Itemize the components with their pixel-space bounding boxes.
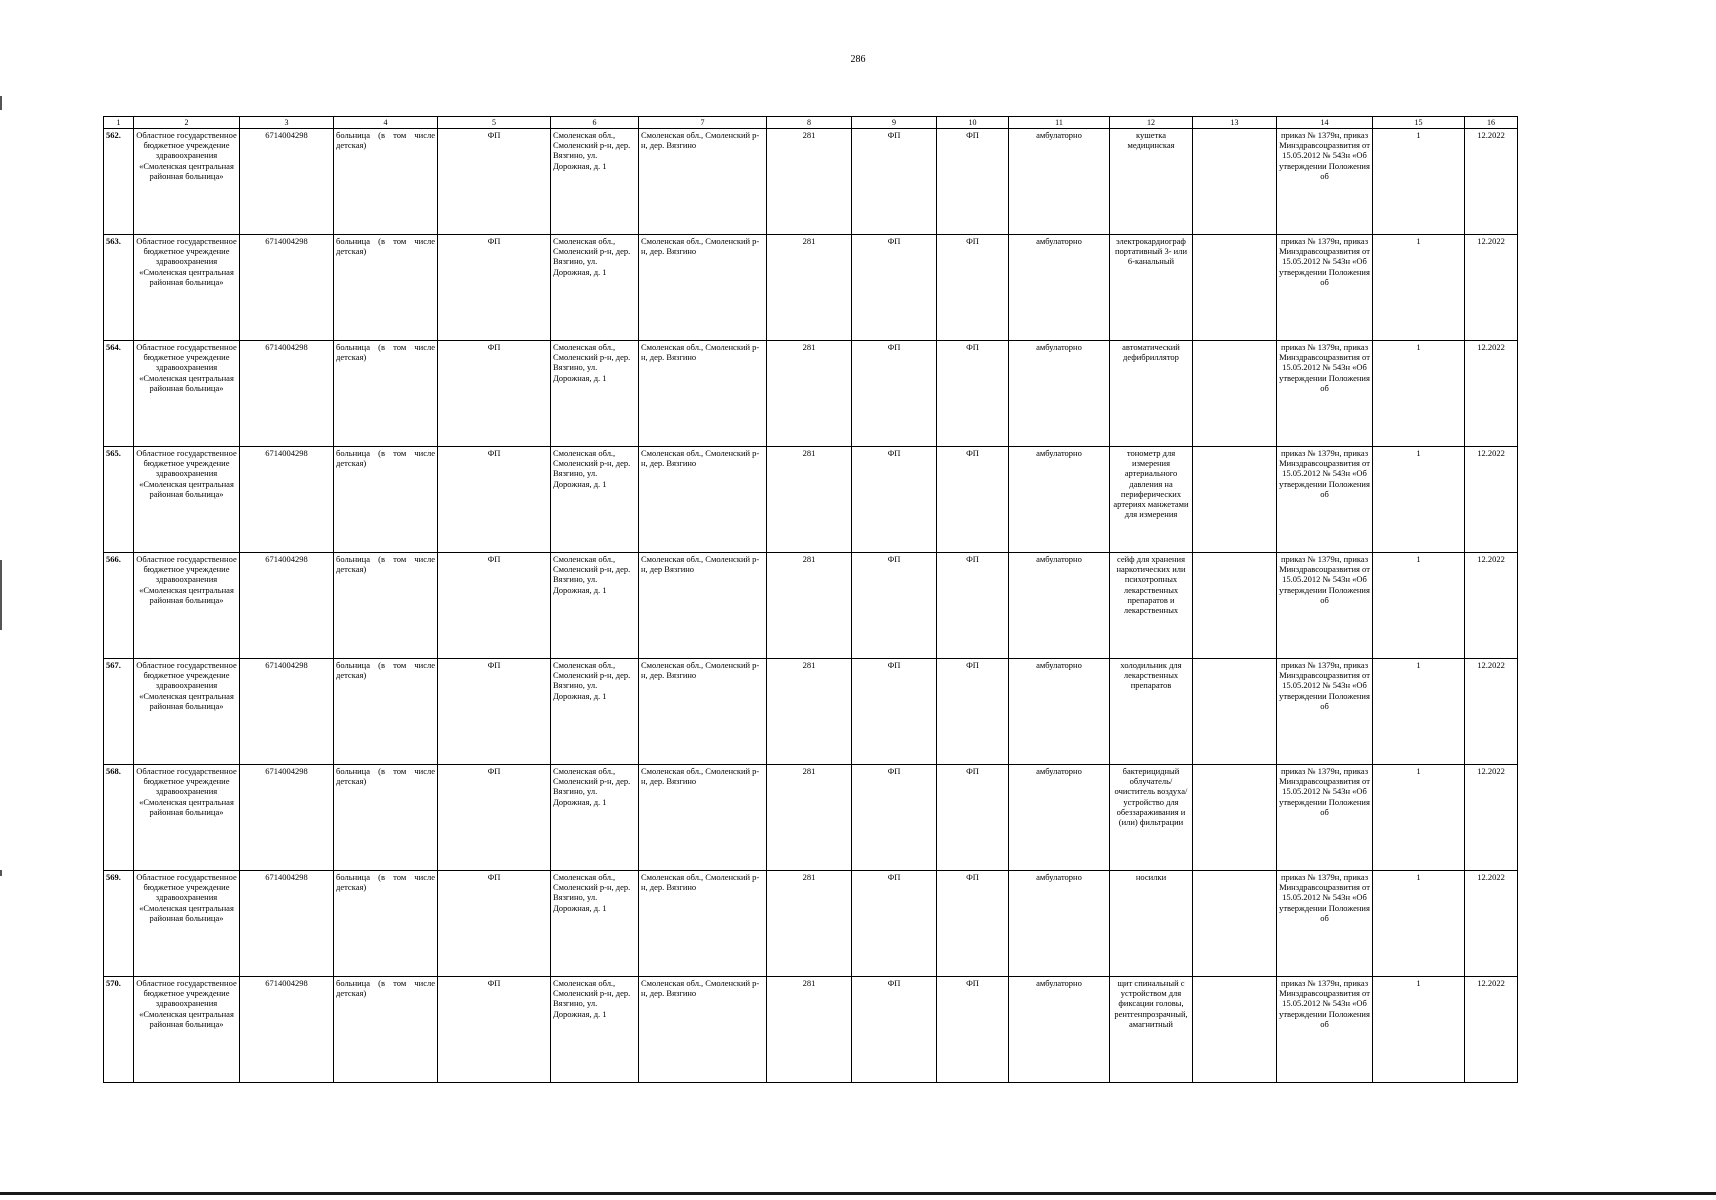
inn-cell: 6714004298 xyxy=(240,977,334,1083)
column-header: 4 xyxy=(334,117,438,129)
column-header: 13 xyxy=(1193,117,1277,129)
column-header: 7 xyxy=(639,117,767,129)
actual-address: Смоленская обл., Смоленский р-н, дер. Вязгино xyxy=(639,447,767,553)
table-row xyxy=(104,235,1518,341)
column-header: 11 xyxy=(1009,117,1110,129)
deadline-cell: 12.2022 xyxy=(1465,659,1518,765)
organization-name: Областное государственное бюджетное учреждение здравоохранения «Смоленская центральная районная больница» xyxy=(134,765,240,871)
column-header: 3 xyxy=(240,117,334,129)
equipment-name: кушетка медицинская xyxy=(1110,129,1193,235)
unit-cell: ФП xyxy=(852,765,937,871)
empty-cell xyxy=(1193,765,1277,871)
row-number: 569. xyxy=(104,871,134,977)
inn-cell: 6714004298 xyxy=(240,765,334,871)
inn-cell: 6714004298 xyxy=(240,235,334,341)
column-header: 5 xyxy=(438,117,551,129)
code-cell: 281 xyxy=(767,659,852,765)
actual-address: Смоленская обл., Смоленский р-н, дер. Вязгино xyxy=(639,977,767,1083)
code-cell: 281 xyxy=(767,341,852,447)
table-row xyxy=(104,659,1518,765)
regulation-reference: приказ № 1379н, приказ Минздравсоцразвития от 15.05.2012 № 543н «Об утверждении Положения об xyxy=(1277,235,1373,341)
regulation-reference: приказ № 1379н, приказ Минздравсоцразвития от 15.05.2012 № 543н «Об утверждении Положения об xyxy=(1277,977,1373,1083)
inn-cell: 6714004298 xyxy=(240,871,334,977)
empty-cell xyxy=(1193,553,1277,659)
unit-type: ФП xyxy=(438,871,551,977)
subunit-cell: ФП xyxy=(937,235,1009,341)
organization-name: Областное государственное бюджетное учреждение здравоохранения «Смоленская центральная районная больница» xyxy=(134,235,240,341)
quantity-cell: 1 xyxy=(1373,659,1465,765)
table-row xyxy=(104,977,1518,1083)
code-cell: 281 xyxy=(767,977,852,1083)
inn-cell: 6714004298 xyxy=(240,659,334,765)
column-header: 15 xyxy=(1373,117,1465,129)
row-number: 568. xyxy=(104,765,134,871)
regulation-reference: приказ № 1379н, приказ Минздравсоцразвития от 15.05.2012 № 543н «Об утверждении Положения об xyxy=(1277,129,1373,235)
subunit-cell: ФП xyxy=(937,129,1009,235)
unit-type: ФП xyxy=(438,447,551,553)
table-row xyxy=(104,447,1518,553)
care-conditions: амбулаторно xyxy=(1009,553,1110,659)
column-header: 14 xyxy=(1277,117,1373,129)
equipment-name: автоматический дефибриллятор xyxy=(1110,341,1193,447)
subunit-cell: ФП xyxy=(937,977,1009,1083)
scan-edge-mark xyxy=(0,870,2,876)
subunit-cell: ФП xyxy=(937,659,1009,765)
quantity-cell: 1 xyxy=(1373,129,1465,235)
row-number: 563. xyxy=(104,235,134,341)
code-cell: 281 xyxy=(767,129,852,235)
code-cell: 281 xyxy=(767,765,852,871)
empty-cell xyxy=(1193,659,1277,765)
care-conditions: амбулаторно xyxy=(1009,235,1110,341)
facility-type: больница (в том числе детская) xyxy=(334,129,438,235)
empty-cell xyxy=(1193,871,1277,977)
quantity-cell: 1 xyxy=(1373,341,1465,447)
facility-type: больница (в том числе детская) xyxy=(334,447,438,553)
organization-name: Областное государственное бюджетное учреждение здравоохранения «Смоленская центральная районная больница» xyxy=(134,129,240,235)
deadline-cell: 12.2022 xyxy=(1465,765,1518,871)
legal-address: Смоленская обл., Смоленский р-н, дер. Вязгино, ул. Дорожная, д. 1 xyxy=(551,235,639,341)
legal-address: Смоленская обл., Смоленский р-н, дер. Вязгино, ул. Дорожная, д. 1 xyxy=(551,129,639,235)
deadline-cell: 12.2022 xyxy=(1465,553,1518,659)
unit-cell: ФП xyxy=(852,659,937,765)
row-number: 565. xyxy=(104,447,134,553)
quantity-cell: 1 xyxy=(1373,235,1465,341)
column-header: 1 xyxy=(104,117,134,129)
empty-cell xyxy=(1193,977,1277,1083)
code-cell: 281 xyxy=(767,447,852,553)
inn-cell: 6714004298 xyxy=(240,447,334,553)
row-number: 567. xyxy=(104,659,134,765)
table-row xyxy=(104,553,1518,659)
unit-type: ФП xyxy=(438,659,551,765)
legal-address: Смоленская обл., Смоленский р-н, дер. Вязгино, ул. Дорожная, д. 1 xyxy=(551,977,639,1083)
equipment-name: щит спинальный с устройством для фиксации головы, рентгенпрозрачный, амагнитный xyxy=(1110,977,1193,1083)
column-header: 8 xyxy=(767,117,852,129)
deadline-cell: 12.2022 xyxy=(1465,871,1518,977)
unit-type: ФП xyxy=(438,341,551,447)
legal-address: Смоленская обл., Смоленский р-н, дер. Вязгино, ул. Дорожная, д. 1 xyxy=(551,765,639,871)
facility-type: больница (в том числе детская) xyxy=(334,235,438,341)
equipment-name: тонометр для измерения артериального давления на периферических артериях манжетами для измерения xyxy=(1110,447,1193,553)
facility-type: больница (в том числе детская) xyxy=(334,765,438,871)
actual-address: Смоленская обл., Смоленский р-н, дер. Вязгино xyxy=(639,765,767,871)
table-row xyxy=(104,765,1518,871)
subunit-cell: ФП xyxy=(937,871,1009,977)
care-conditions: амбулаторно xyxy=(1009,659,1110,765)
facility-type: больница (в том числе детская) xyxy=(334,659,438,765)
subunit-cell: ФП xyxy=(937,447,1009,553)
quantity-cell: 1 xyxy=(1373,765,1465,871)
page-number: 286 xyxy=(850,54,866,65)
inn-cell: 6714004298 xyxy=(240,341,334,447)
unit-type: ФП xyxy=(438,235,551,341)
unit-type: ФП xyxy=(438,129,551,235)
quantity-cell: 1 xyxy=(1373,447,1465,553)
care-conditions: амбулаторно xyxy=(1009,447,1110,553)
column-header: 9 xyxy=(852,117,937,129)
inn-cell: 6714004298 xyxy=(240,553,334,659)
facility-type: больница (в том числе детская) xyxy=(334,553,438,659)
column-header: 6 xyxy=(551,117,639,129)
regulation-reference: приказ № 1379н, приказ Минздравсоцразвития от 15.05.2012 № 543н «Об утверждении Положения об xyxy=(1277,765,1373,871)
facility-type: больница (в том числе детская) xyxy=(334,977,438,1083)
deadline-cell: 12.2022 xyxy=(1465,977,1518,1083)
subunit-cell: ФП xyxy=(937,765,1009,871)
legal-address: Смоленская обл., Смоленский р-н, дер. Вязгино, ул. Дорожная, д. 1 xyxy=(551,871,639,977)
column-header: 10 xyxy=(937,117,1009,129)
actual-address: Смоленская обл., Смоленский р-н, дер. Вязгино xyxy=(639,659,767,765)
row-number: 562. xyxy=(104,129,134,235)
actual-address: Смоленская обл., Смоленский р-н, дер. Вязгино xyxy=(639,341,767,447)
subunit-cell: ФП xyxy=(937,341,1009,447)
column-header: 12 xyxy=(1110,117,1193,129)
facility-type: больница (в том числе детская) xyxy=(334,341,438,447)
unit-cell: ФП xyxy=(852,341,937,447)
table-row xyxy=(104,341,1518,447)
unit-cell: ФП xyxy=(852,235,937,341)
legal-address: Смоленская обл., Смоленский р-н, дер. Вязгино, ул. Дорожная, д. 1 xyxy=(551,659,639,765)
care-conditions: амбулаторно xyxy=(1009,871,1110,977)
empty-cell xyxy=(1193,235,1277,341)
inn-cell: 6714004298 xyxy=(240,129,334,235)
row-number: 564. xyxy=(104,341,134,447)
row-number: 570. xyxy=(104,977,134,1083)
equipment-name: сейф для хранения наркотических или психотропных лекарственных препаратов и лекарственных xyxy=(1110,553,1193,659)
unit-cell: ФП xyxy=(852,871,937,977)
regulation-reference: приказ № 1379н, приказ Минздравсоцразвития от 15.05.2012 № 543н «Об утверждении Положения об xyxy=(1277,871,1373,977)
deadline-cell: 12.2022 xyxy=(1465,129,1518,235)
organization-name: Областное государственное бюджетное учреждение здравоохранения «Смоленская центральная районная больница» xyxy=(134,659,240,765)
equipment-name: бактерицидный облучатель/очиститель воздуха/устройство для обеззараживания и (или) фильтрации xyxy=(1110,765,1193,871)
actual-address: Смоленская обл., Смоленский р-н, дер. Вязгино xyxy=(639,871,767,977)
organization-name: Областное государственное бюджетное учреждение здравоохранения «Смоленская центральная районная больница» xyxy=(134,977,240,1083)
unit-cell: ФП xyxy=(852,447,937,553)
deadline-cell: 12.2022 xyxy=(1465,447,1518,553)
unit-cell: ФП xyxy=(852,553,937,659)
empty-cell xyxy=(1193,447,1277,553)
actual-address: Смоленская обл., Смоленский р-н, дер. Вязгино xyxy=(639,235,767,341)
quantity-cell: 1 xyxy=(1373,977,1465,1083)
quantity-cell: 1 xyxy=(1373,553,1465,659)
care-conditions: амбулаторно xyxy=(1009,977,1110,1083)
table-row xyxy=(104,129,1518,235)
legal-address: Смоленская обл., Смоленский р-н, дер. Вязгино, ул. Дорожная, д. 1 xyxy=(551,553,639,659)
equipment-name: электрокардиограф портативный 3- или 6-канальный xyxy=(1110,235,1193,341)
unit-cell: ФП xyxy=(852,977,937,1083)
bottom-scan-rule xyxy=(0,1192,1716,1195)
regulation-reference: приказ № 1379н, приказ Минздравсоцразвития от 15.05.2012 № 543н «Об утверждении Положения об xyxy=(1277,553,1373,659)
quantity-cell: 1 xyxy=(1373,871,1465,977)
equipment-name: носилки xyxy=(1110,871,1193,977)
scan-edge-mark xyxy=(0,96,2,110)
care-conditions: амбулаторно xyxy=(1009,765,1110,871)
unit-type: ФП xyxy=(438,977,551,1083)
code-cell: 281 xyxy=(767,553,852,659)
care-conditions: амбулаторно xyxy=(1009,129,1110,235)
deadline-cell: 12.2022 xyxy=(1465,341,1518,447)
column-number-row xyxy=(104,117,1518,129)
care-conditions: амбулаторно xyxy=(1009,341,1110,447)
empty-cell xyxy=(1193,341,1277,447)
empty-cell xyxy=(1193,129,1277,235)
subunit-cell: ФП xyxy=(937,553,1009,659)
actual-address: Смоленская обл., Смоленский р-н, дер Вязгино xyxy=(639,553,767,659)
column-header: 16 xyxy=(1465,117,1518,129)
organization-name: Областное государственное бюджетное учреждение здравоохранения «Смоленская центральная районная больница» xyxy=(134,447,240,553)
unit-cell: ФП xyxy=(852,129,937,235)
actual-address: Смоленская обл., Смоленский р-н, дер. Вязгино xyxy=(639,129,767,235)
table-row xyxy=(104,871,1518,977)
code-cell: 281 xyxy=(767,235,852,341)
equipment-table xyxy=(103,116,1518,1083)
facility-type: больница (в том числе детская) xyxy=(334,871,438,977)
organization-name: Областное государственное бюджетное учреждение здравоохранения «Смоленская центральная районная больница» xyxy=(134,553,240,659)
unit-type: ФП xyxy=(438,765,551,871)
regulation-reference: приказ № 1379н, приказ Минздравсоцразвития от 15.05.2012 № 543н «Об утверждении Положения об xyxy=(1277,447,1373,553)
regulation-reference: приказ № 1379н, приказ Минздравсоцразвития от 15.05.2012 № 543н «Об утверждении Положения об xyxy=(1277,341,1373,447)
regulation-reference: приказ № 1379н, приказ Минздравсоцразвития от 15.05.2012 № 543н «Об утверждении Положения об xyxy=(1277,659,1373,765)
row-number: 566. xyxy=(104,553,134,659)
equipment-name: холодильник для лекарственных препаратов xyxy=(1110,659,1193,765)
code-cell: 281 xyxy=(767,871,852,977)
legal-address: Смоленская обл., Смоленский р-н, дер. Вязгино, ул. Дорожная, д. 1 xyxy=(551,341,639,447)
scan-edge-mark xyxy=(0,560,2,630)
organization-name: Областное государственное бюджетное учреждение здравоохранения «Смоленская центральная районная больница» xyxy=(134,871,240,977)
organization-name: Областное государственное бюджетное учреждение здравоохранения «Смоленская центральная районная больница» xyxy=(134,341,240,447)
legal-address: Смоленская обл., Смоленский р-н, дер. Вязгино, ул. Дорожная, д. 1 xyxy=(551,447,639,553)
column-header: 2 xyxy=(134,117,240,129)
unit-type: ФП xyxy=(438,553,551,659)
deadline-cell: 12.2022 xyxy=(1465,235,1518,341)
